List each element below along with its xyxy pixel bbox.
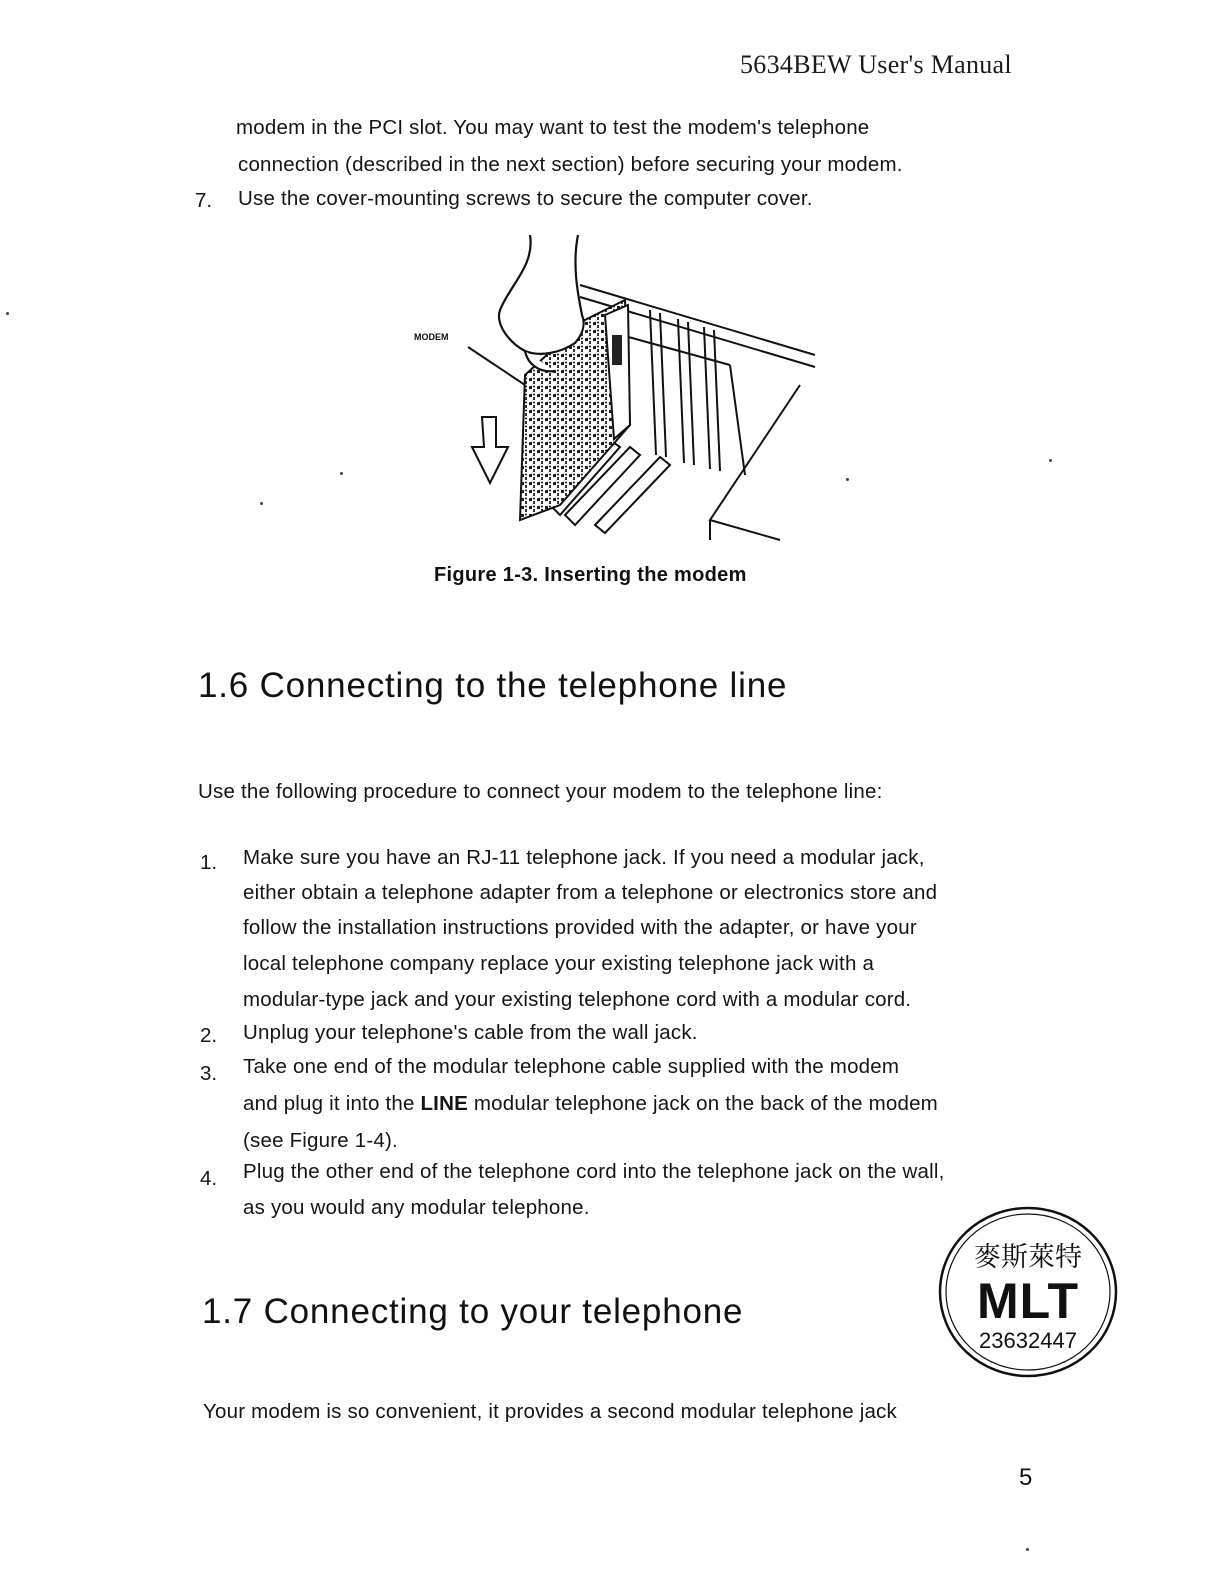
continuation-line-2: connection (described in the next section) before securing your modem. xyxy=(238,153,903,176)
step-1-line-2: either obtain a telephone adapter from a telephone or electronics store and xyxy=(243,881,938,904)
step-2-number: 2. xyxy=(200,1024,218,1047)
mlt-stamp-seal xyxy=(928,1200,1128,1390)
step-3-number: 3. xyxy=(200,1062,218,1085)
step-3-line-2 xyxy=(243,1092,938,1116)
stamp-chinese-name: 麥斯萊特 xyxy=(974,1242,1082,1273)
step-1-line-1: Make sure you have an RJ-11 telephone jack. If you need a modular jack, xyxy=(243,846,925,869)
running-header: 5634BEW User's Manual xyxy=(740,50,1012,79)
step-1-line-5: modular-type jack and your existing telephone cord with a modular cord. xyxy=(243,988,912,1011)
scan-speck xyxy=(1026,1548,1029,1551)
section-1-7-heading: 1.7 Connecting to your telephone xyxy=(202,1292,744,1331)
line-jack-label: LINE xyxy=(420,1092,468,1115)
section-1-6-intro: Use the following procedure to connect your modem to the telephone line: xyxy=(198,780,883,803)
scan-speck xyxy=(260,502,263,505)
step-1-line-4: local telephone company replace your existing telephone jack with a xyxy=(243,952,875,975)
stamp-brand: MLT xyxy=(976,1273,1080,1329)
step-2-line-1: Unplug your telephone's cable from the wall jack. xyxy=(243,1021,698,1044)
step-4-line-2: as you would any modular telephone. xyxy=(243,1196,590,1219)
step-7-number: 7. xyxy=(195,189,213,212)
step-1-line-3: follow the installation instructions provided with the adapter, or have your xyxy=(243,916,917,939)
step-3-line-1: Take one end of the modular telephone cable supplied with the modem xyxy=(243,1055,900,1078)
scan-speck xyxy=(340,472,343,475)
step-4-number: 4. xyxy=(200,1167,218,1190)
mlt-stamp xyxy=(928,1200,1128,1390)
modem-insertion-figure xyxy=(400,225,820,555)
scan-speck xyxy=(846,478,849,481)
continuation-line-1: modem in the PCI slot. You may want to test the modem's telephone xyxy=(236,116,870,139)
scan-speck xyxy=(1049,459,1052,462)
step-3-line-2-before: and plug it into the xyxy=(243,1092,421,1115)
scan-speck xyxy=(6,312,9,315)
step-3-line-2-after: modular telephone jack on the back of the modem xyxy=(467,1092,938,1115)
section-1-6-heading: 1.6 Connecting to the telephone line xyxy=(198,666,788,705)
step-7-text: Use the cover-mounting screws to secure the computer cover. xyxy=(238,187,813,210)
step-4-line-1: Plug the other end of the telephone cord into the telephone jack on the wall, xyxy=(243,1160,945,1183)
page-number: 5 xyxy=(1019,1464,1033,1491)
section-1-7-intro: Your modem is so convenient, it provides a second modular telephone jack xyxy=(203,1400,897,1423)
figure-caption: Figure 1-3. Inserting the modem xyxy=(434,564,747,586)
step-3-line-3: (see Figure 1-4). xyxy=(243,1129,398,1152)
stamp-phone: 23632447 xyxy=(979,1328,1077,1353)
modem-insertion-illustration xyxy=(400,225,820,555)
modem-callout-label: MODEM xyxy=(414,332,449,342)
step-1-number: 1. xyxy=(200,851,218,874)
